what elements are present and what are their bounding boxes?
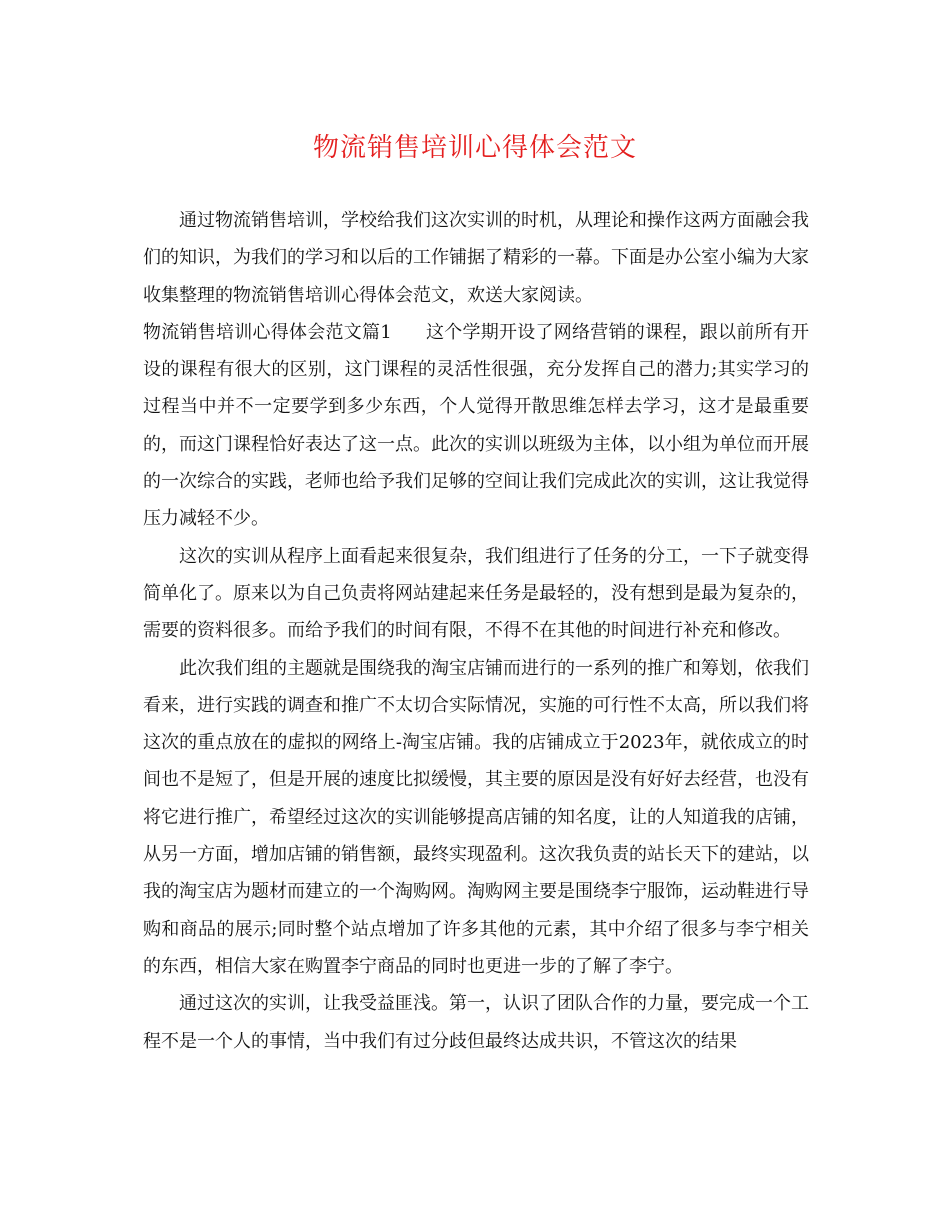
document-title: 物流销售培训心得体会范文 [312,133,637,163]
body-paragraph-4: 通过这次的实训，让我受益匪浅。第一，认识了团队合作的力量，要完成一个工程不是一个人的事情，当中我们有过分歧但最终达成共识，不管这次的结果 [143,993,809,1052]
intro-paragraph: 通过物流销售培训，学校给我们这次实训的时机，从理论和操作这两方面融会我们的知识，为我们的学习和以后的工作铺据了精彩的一幕。下面是办公室小编为大家收集整理的物流销售培训心得体会范文，欢送大家阅读。 [143,210,809,306]
section-text: 这个学期开设了网络营销的课程，跟以前所有开设的课程有很大的区别，这门课程的灵活性很强，充分发挥自己的潜力;其实学习的过程当中并不一定要学到多少东西，个人觉得开散思维怎样去学习，这才是最重要的，而这门课程恰好表达了这一点。此次的实训以班级为主体，以小组为单位而开展的一次综合的实践，老师也给予我们足够的空间让我们完成此次的实训，这让我觉得压力减轻不少。 [143,321,809,530]
document-body [143,202,809,1060]
body-paragraph-3: 此次我们组的主题就是围绕我的淘宝店铺而进行的一系列的推广和筹划，依我们看来，进行实践的调查和推广不太切合实际情况，实施的可行性不太高，所以我们将这次的重点放在的虚拟的网络上-淘宝店铺。我的店铺成立于2023年，就依成立的时间也不是短了，但是开展的速度比拟缓慢，其主要的原因是没有好好去经营，也没有将它进行推广，希望经过这次的实训能够提高店铺的知名度，让的人知道我的店铺，从另一方面，增加店铺的销售额，最终实现盈利。这次我负责的站长天下的建站，以我的淘宝店为题材而建立的一个淘购网。淘购网主要是围绕李宁服饰，运动鞋进行导购和商品的展示;同时整个站点增加了许多其他的元素，其中介绍了很多与李宁相关的东西，相信大家在购置李宁商品的同时也更进一步的了解了李宁。 [143,657,809,977]
section-heading: 物流销售培训心得体会范文篇1 [143,321,392,343]
body-paragraph-2: 这次的实训从程序上面看起来很复杂，我们组进行了任务的分工，一下子就变得简单化了。原来以为自己负责将网站建起来任务是最轻的，没有想到是最为复杂的，需要的资料很多。而给予我们的时间有限，不得不在其他的时间进行补充和修改。 [143,545,809,642]
section-paragraph [143,314,809,538]
